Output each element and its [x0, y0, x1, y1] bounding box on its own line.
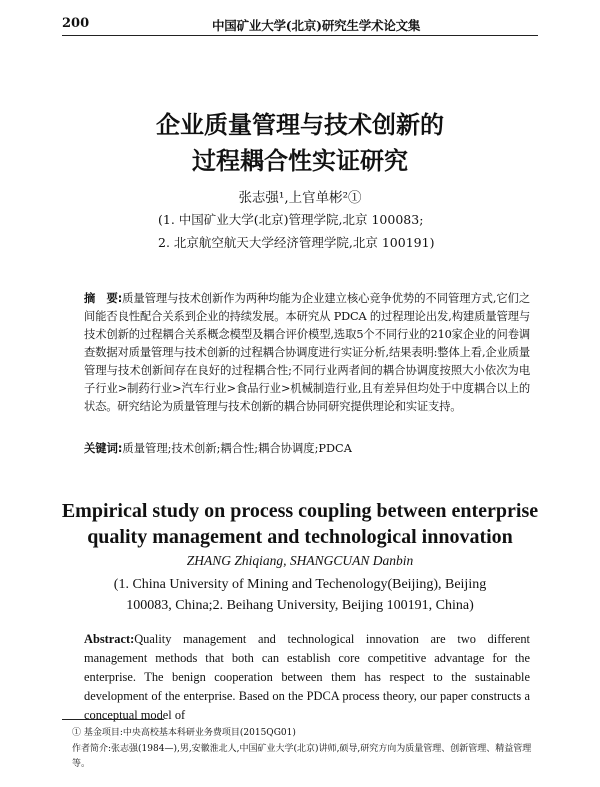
en-abstract	[84, 630, 530, 725]
footnote-author-bio: 作者简介:张志强(1984—),男,安徽淮北人,中国矿业大学(北京)讲师,硕导,研究方向为质量管理、创新管理、精益管理等。	[72, 744, 532, 769]
zh-keywords-text: 质量管理;技术创新;耦合性;耦合协调度;PDCA	[122, 442, 352, 455]
en-affiliation-1: (1. China University of Mining and Techenology(Beijing), Beijing	[113, 577, 487, 592]
en-abstract-label: Abstract:	[84, 632, 135, 646]
en-title-line2: quality management and technological innovation	[87, 526, 513, 548]
zh-title-line2: 过程耦合性实证研究	[192, 147, 408, 175]
header-rule	[62, 35, 538, 36]
zh-abstract-label: 摘 要:	[84, 292, 123, 305]
zh-abstract	[84, 290, 530, 416]
zh-keywords-label: 关键词:	[84, 442, 123, 455]
en-abstract-text: Quality management and technological innovation are two different management methods that both can establish core competitive advantage for the enterprise. The benign cooperation between them has respect to the sustainable development of the enterprise. Based on the PDCA process theory, our paper constructs a conceptual model of	[84, 632, 530, 722]
zh-abstract-text: 质量管理与技术创新作为两种均能为企业建立核心竞争优势的不同管理方式,它们之间能否良性配合关系到企业的持续发展。本研究从 PDCA 的过程理论出发,构建质量管理与技术创新的过程耦合关系概念模型及耦合评价模型,选取5个不同行业的210家企业的问卷调查数据对质量管理与技术创新的过程耦合协调度进行实证分析,结果表明:整体上看,企业质量管理与技术创新间存在良好的过程耦合性;不同行业两者间的耦合协调度按照大小依次为电子行业>制药行业>汽车行业>食品行业>机械制造行业,且有差异但均处于中度耦合以上的状态。研究结论为质量管理与技术创新的耦合协同研究提供理论和实证支持。	[84, 292, 531, 413]
zh-authors: 张志强¹,上官单彬²①	[238, 190, 362, 206]
en-authors: ZHANG Zhiqiang, SHANGCUAN Danbin	[186, 553, 414, 568]
en-affiliation-2: 100083, China;2. Beihang University, Beijing 100191, China)	[126, 598, 474, 613]
zh-keywords	[84, 440, 530, 458]
journal-title: 中国矿业大学(北京)研究生学术论文集	[212, 18, 421, 33]
zh-title-line1: 企业质量管理与技术创新的	[156, 111, 444, 139]
page-number: 200	[62, 16, 90, 31]
footnote-rule	[62, 719, 164, 720]
running-header	[62, 14, 538, 38]
zh-affiliation-1: (1. 中国矿业大学(北京)管理学院,北京 100083;	[158, 212, 424, 227]
en-title-line1: Empirical study on process coupling between enterprise	[61, 500, 539, 522]
footnote-fund: ① 基金项目:中央高校基本科研业务费项目(2015QG01)	[72, 728, 296, 738]
zh-affiliation-2: 2. 北京航空航天大学经济管理学院,北京 100191)	[158, 235, 435, 250]
